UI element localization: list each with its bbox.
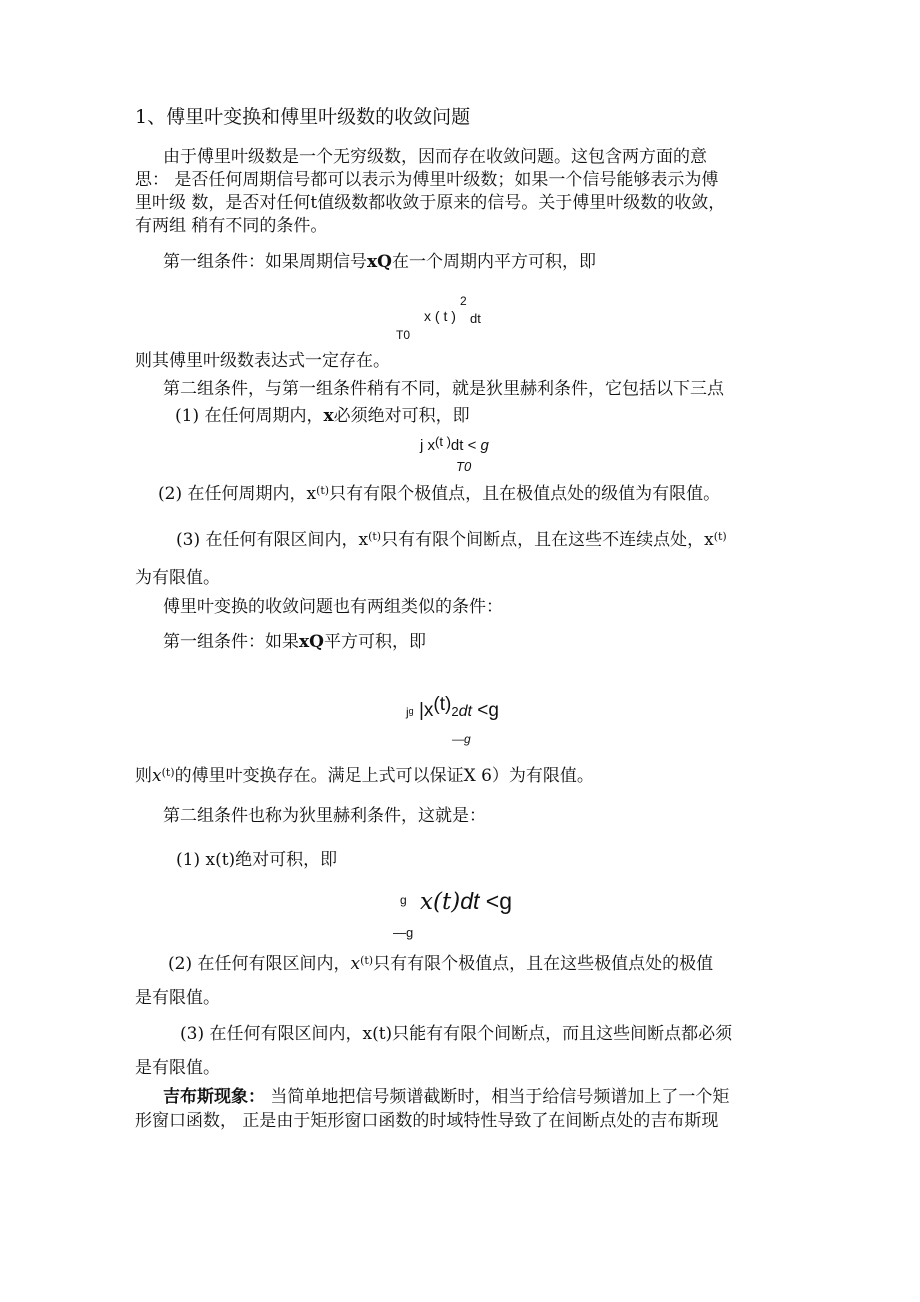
signal-symbol: xQ	[367, 252, 392, 272]
series-condition-1-pre: 第一组条件：如果周期信号	[163, 252, 367, 272]
series-condition-2-item-3	[176, 528, 727, 554]
series-condition-2-item-3-continued: 为有限值。	[135, 568, 220, 588]
formula-1-body: x ( t )	[424, 308, 456, 324]
result-post: 的傅里叶变换存在。满足上式可以保证X 6）为有限值。	[174, 766, 594, 786]
formula-2	[420, 434, 489, 454]
formula-3-x: x	[423, 700, 434, 721]
formula-3-bar: |	[418, 700, 424, 721]
result-mark: (t)	[161, 766, 175, 779]
formula-4-g: g	[499, 888, 512, 914]
item-3-mid: 只有有限个间断点，且在这些不连续点处，x	[381, 530, 714, 550]
transform-condition-1-result	[135, 764, 594, 790]
formula-4-sup: g	[400, 893, 407, 907]
formula-3	[406, 694, 499, 722]
transform-condition-2-item-2-continued: 是有限值。	[135, 988, 220, 1008]
transform-signal-symbol: xQ	[299, 632, 324, 652]
formula-2-g: g	[480, 437, 489, 454]
formula-2-dt: dt	[450, 437, 464, 454]
transform-condition-2-item-3: (3) 在任何有限区间内，x(t)只能有有限个间断点，而且这些间断点都必须	[180, 1024, 733, 1044]
transform-condition-2-item-1: (1) x(t)绝对可积，即	[176, 850, 338, 870]
item-2-post: 只有有限个极值点，且在极值点处的级值为有限值。	[329, 484, 721, 504]
transform-condition-1-pre: 第一组条件：如果	[163, 632, 299, 652]
item-2-mark: (t)	[316, 484, 330, 497]
formula-3-lt: <	[477, 700, 489, 721]
gibbs-paragraph-line-2: 形窗口函数， 正是由于矩形窗口函数的时域特性导致了在间断点处的吉布斯现	[135, 1111, 719, 1131]
gibbs-label: 吉布斯现象：	[163, 1087, 265, 1107]
intro-line-2: 思： 是否任何周期信号都可以表示为傅里叶级数；如果一个信号能够表示为傅	[135, 170, 719, 190]
item-1-symbol: x	[323, 406, 334, 426]
formula-1-dt: dt	[470, 311, 481, 326]
section-heading: 1、傅里叶变换和傅里叶级数的收敛问题	[135, 106, 471, 128]
transform-condition-2-item-2	[168, 952, 713, 978]
item-3-mark: (t)	[368, 530, 382, 543]
series-condition-2-item-1	[175, 404, 470, 428]
gibbs-text: 当简单地把信号频谱截断时，相当于给信号频谱加上了一个矩	[265, 1087, 730, 1107]
transform-condition-2-intro: 第二组条件也称为狄里赫利条件，这就是：	[163, 806, 486, 826]
formula-4-x: x	[420, 889, 433, 915]
item-1-pre: (1) 在任何周期内，	[175, 406, 324, 426]
transform-condition-2-item-3-continued: 是有限值。	[135, 1058, 220, 1078]
result-pre: 则	[135, 766, 152, 786]
item-1-post: 必须绝对可积，即	[333, 406, 470, 426]
series-condition-1-result: 则其傅里叶级数表达式一定存在。	[135, 351, 390, 371]
formula-3-exp: 2	[451, 704, 459, 719]
formula-3-g: g	[488, 700, 499, 721]
formula-1-exponent: 2	[460, 294, 467, 308]
formula-2-integral: j	[420, 437, 424, 454]
item-3-pre: (3) 在任何有限区间内，x	[176, 530, 369, 550]
series-condition-1-post: 在一个周期内平方可积，即	[391, 252, 596, 272]
formula-2-paren: (t )	[435, 434, 451, 449]
intro-line-4: 有两组 稍有不同的条件。	[135, 216, 328, 236]
intro-line-3: 里叶级 数，是否对任何t值级数都收敛于原来的信号。关于傅里叶级数的收敛，	[135, 193, 726, 213]
intro-line-1: 由于傅里叶级数是一个无穷级数，因而存在收敛问题。这包含两方面的意	[163, 147, 707, 167]
formula-3-dt: dt	[458, 703, 472, 720]
formula-3-paren: (t)	[433, 694, 452, 715]
t-item-2-post: 只有有限个极值点，且在这些极值点处的极值	[373, 954, 714, 974]
item-2-pre: (2) 在任何周期内，x	[158, 484, 317, 504]
formula-4-paren: (t)	[432, 889, 461, 915]
t-item-2-mark: (t)	[360, 954, 374, 967]
transform-intro: 傅里叶变换的收敛问题也有两组类似的条件：	[163, 597, 503, 617]
series-condition-1	[163, 250, 596, 274]
formula-3-integral: j	[406, 705, 409, 719]
formula-2-subscript: T0	[456, 459, 472, 474]
series-condition-2-item-2	[158, 482, 720, 508]
t-item-2-x: x	[350, 954, 361, 974]
formula-2-lt: <	[467, 437, 477, 454]
formula-4-dt: dt	[460, 888, 480, 914]
result-x: x	[152, 766, 162, 786]
transform-condition-1	[163, 630, 426, 654]
series-condition-2-intro: 第二组条件，与第一组条件稍有不同，就是狄里赫利条件，它包括以下三点	[163, 379, 724, 399]
formula-1-subscript: T0	[396, 328, 411, 342]
formula-4-subscript: —g	[393, 925, 414, 940]
formula-4	[420, 888, 512, 915]
gibbs-paragraph-line-1	[163, 1085, 729, 1109]
t-item-2-pre: (2) 在任何有限区间内，	[168, 954, 351, 974]
formula-3-subscript: —g	[452, 732, 471, 746]
formula-3-sup: g	[408, 706, 414, 716]
item-3-mark-2: (t)	[713, 530, 727, 543]
formula-2-x: x	[427, 437, 436, 454]
formula-4-lt: <	[485, 888, 500, 914]
transform-condition-1-post: 平方可积，即	[323, 632, 426, 652]
